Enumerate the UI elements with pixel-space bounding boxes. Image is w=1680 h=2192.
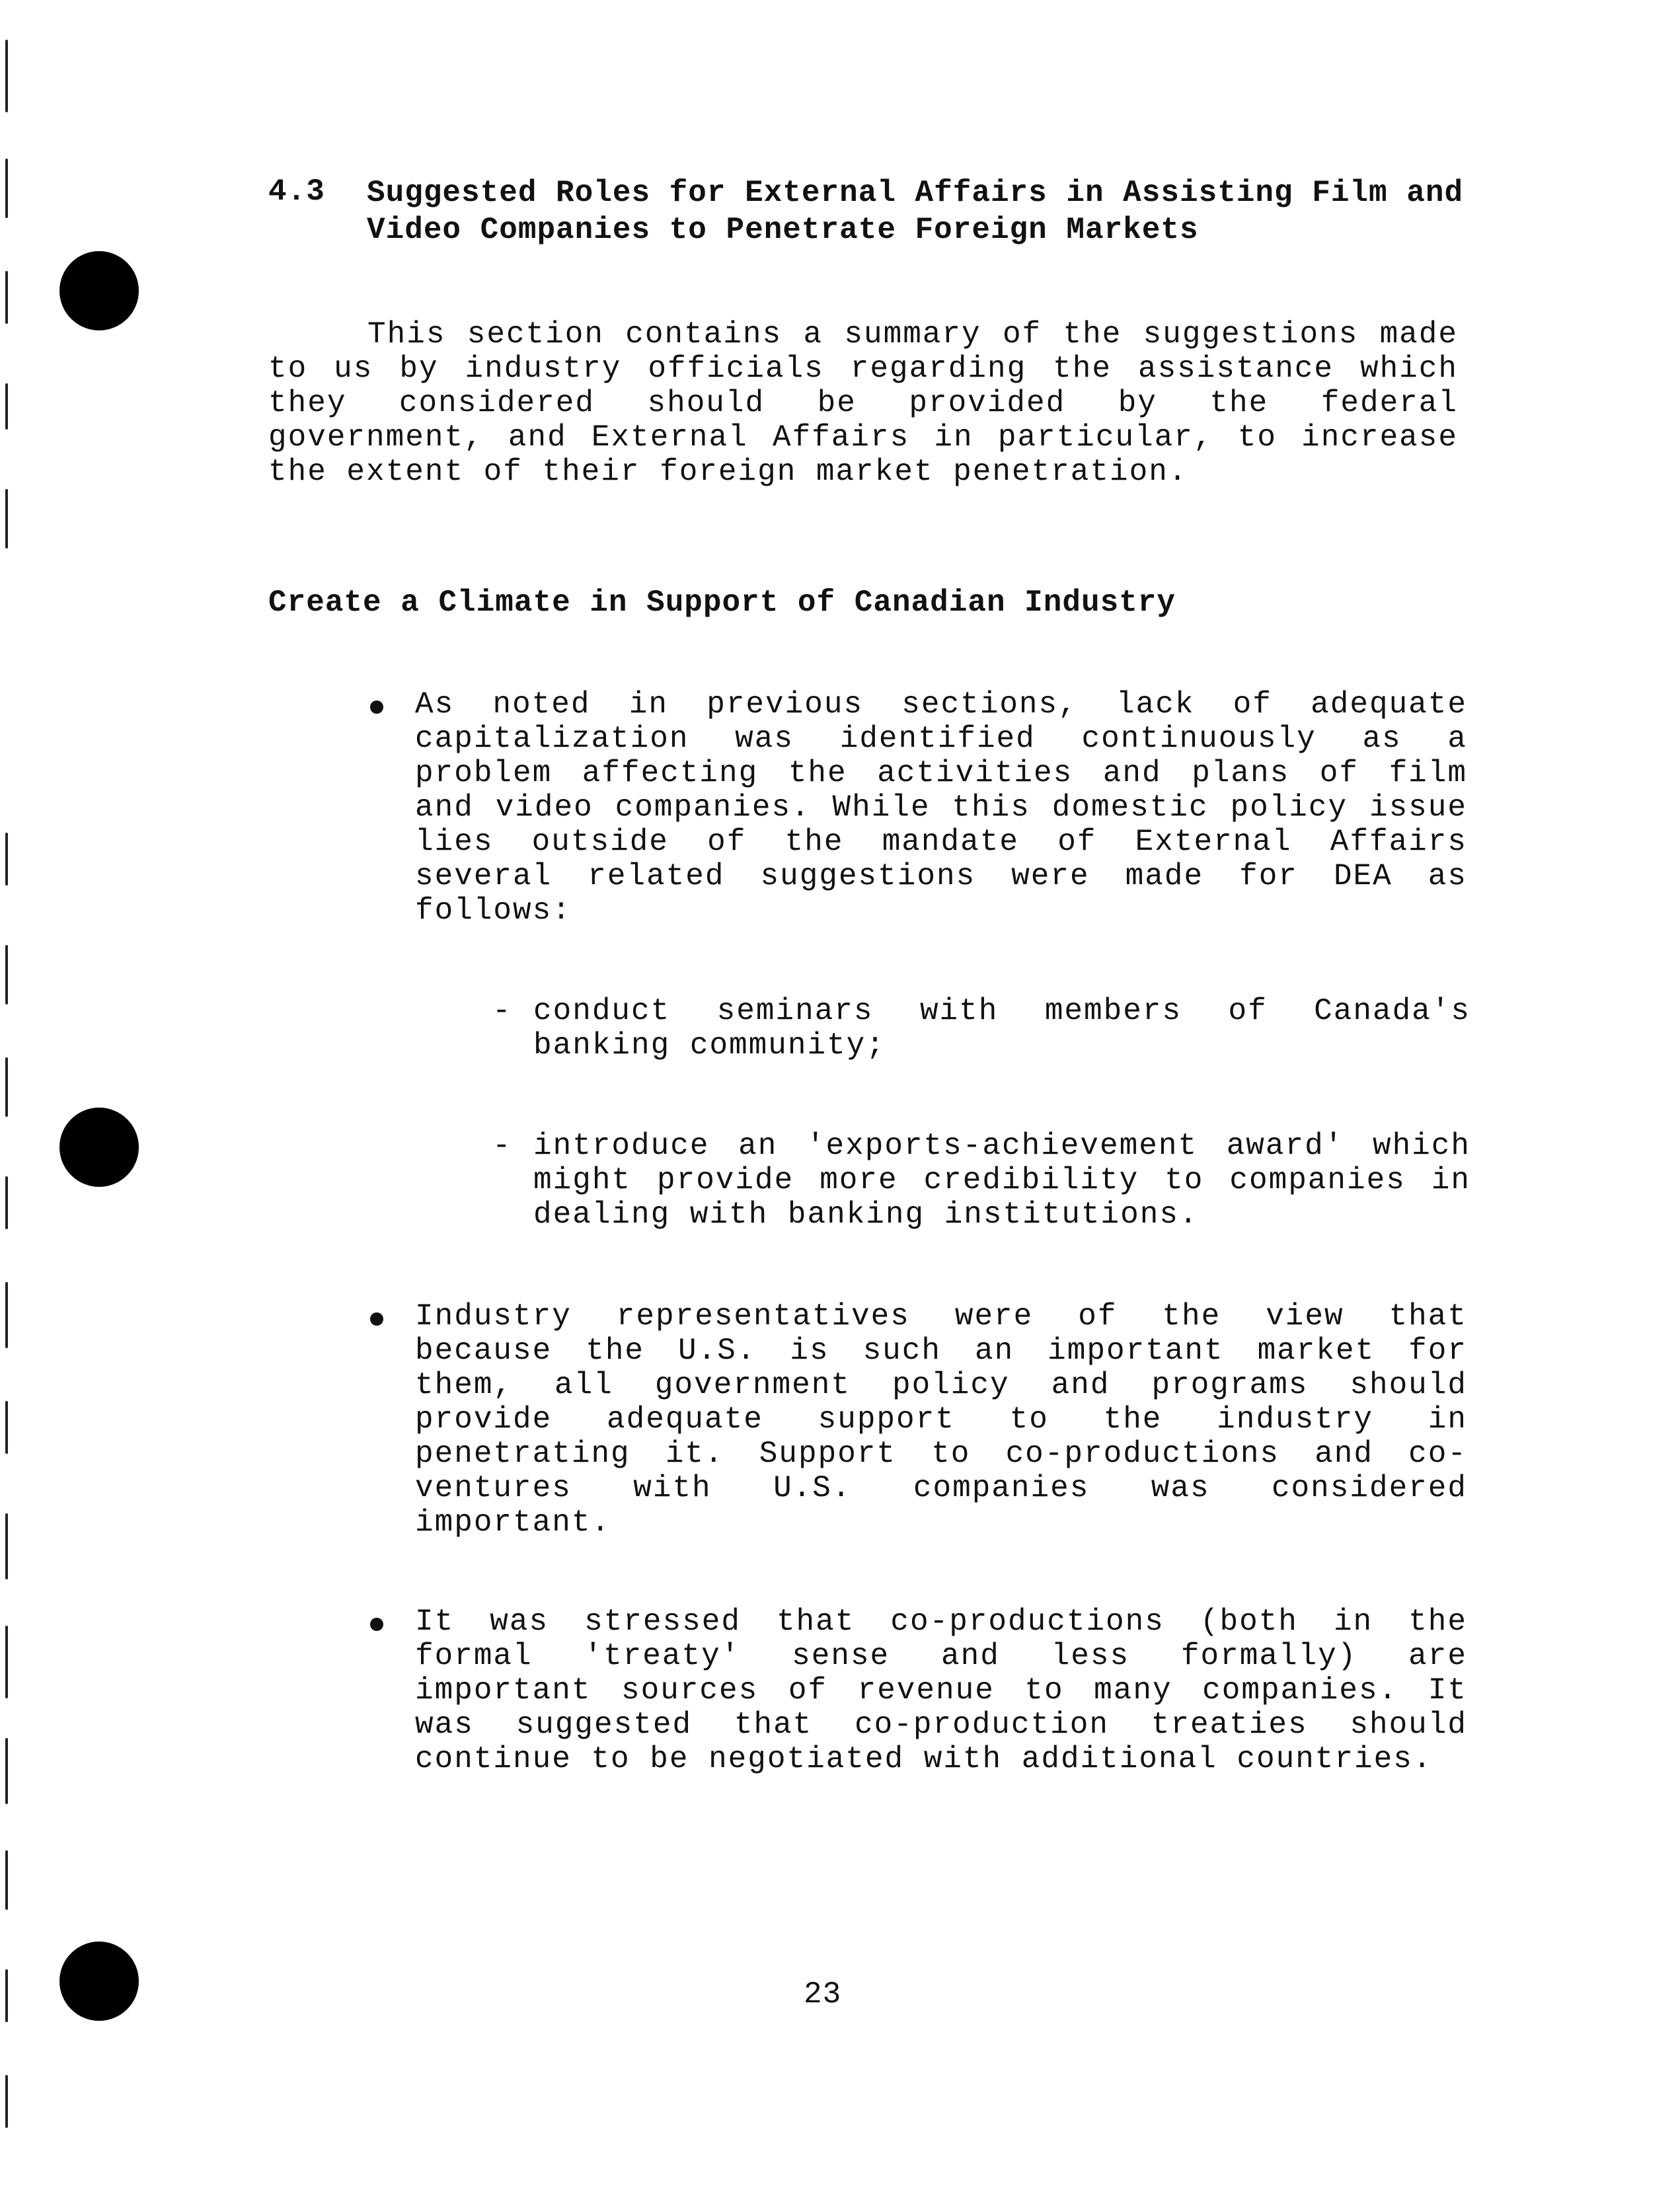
scan-edge-mark	[5, 1626, 8, 1698]
scan-edge-mark	[5, 833, 8, 886]
bullet-dot-icon	[370, 1618, 383, 1631]
scan-edge-mark	[5, 159, 8, 218]
section-title: Suggested Roles for External Affairs in Assisting Film and Video Companies to Penetrate Foreign Markets	[367, 176, 1464, 247]
subsection-title: Create a Climate in Support of Canadian Industry	[268, 586, 1176, 620]
scan-edge-mark	[5, 1401, 8, 1454]
sub-list-item	[492, 994, 1470, 1063]
bullet-dot-icon	[370, 700, 383, 714]
page-number: 23	[804, 1977, 842, 2012]
bullet-item	[370, 1605, 1467, 1776]
sub-list-item	[492, 1129, 1470, 1232]
scan-edge-mark	[5, 1282, 8, 1348]
scan-edge-mark	[5, 383, 8, 430]
bullet-text: As noted in previous sections, lack of adequate capitalization was identified continuously as a problem affecting the activities and plans of film and video companies. While this domestic policy issue lies outside of the mandate of External Affairs several related suggestions were made for DEA as follows:	[415, 687, 1467, 928]
scan-edge-mark	[5, 1176, 8, 1229]
bullet-text: It was stressed that co-productions (both in the formal 'treaty' sense and less formally) are important sources of revenue to many companies. It was suggested that co-production treaties should continue to be negotiated with additional countries.	[415, 1605, 1467, 1776]
sub-list-text: introduce an 'exports-achievement award' which might provide more credibility to companies in dealing with banking institutions.	[533, 1129, 1470, 1232]
punch-hole-bottom	[59, 1942, 139, 2021]
scan-edge-mark	[5, 1513, 8, 1579]
bullet-item	[370, 687, 1467, 928]
scan-edge-mark	[5, 1057, 8, 1117]
scan-edge-mark	[5, 40, 8, 112]
dash-marker: -	[492, 1129, 512, 1163]
scan-edge-mark	[5, 1850, 8, 1910]
punch-hole-middle	[59, 1108, 139, 1187]
scan-edge-mark	[5, 945, 8, 1004]
scan-edge-mark	[5, 1738, 8, 1804]
scan-edge-mark	[5, 1969, 8, 2022]
scan-edge-mark	[5, 271, 8, 324]
bullet-item	[370, 1299, 1467, 1540]
bullet-dot-icon	[370, 1312, 383, 1326]
intro-paragraph: This section contains a summary of the suggestions made to us by industry officials regarding the assistance which they considered should be provided by the federal government, and External Affairs in particular, to increase the extent of their foreign market penetration.	[268, 317, 1458, 489]
sub-list-text: conduct seminars with members of Canada's banking community;	[533, 994, 1470, 1063]
bullet-text: Industry representatives were of the view that because the U.S. is such an important market for them, all government policy and programs should provide adequate support to the industry in penetrating it. Support to co-productions and co-ventures with U.S. companies was considered important.	[415, 1299, 1467, 1540]
dash-marker: -	[492, 994, 512, 1028]
scan-edge-mark	[5, 489, 8, 548]
section-number: 4.3	[268, 174, 325, 209]
punch-hole-top	[59, 251, 139, 330]
scan-edge-mark	[5, 2075, 8, 2128]
